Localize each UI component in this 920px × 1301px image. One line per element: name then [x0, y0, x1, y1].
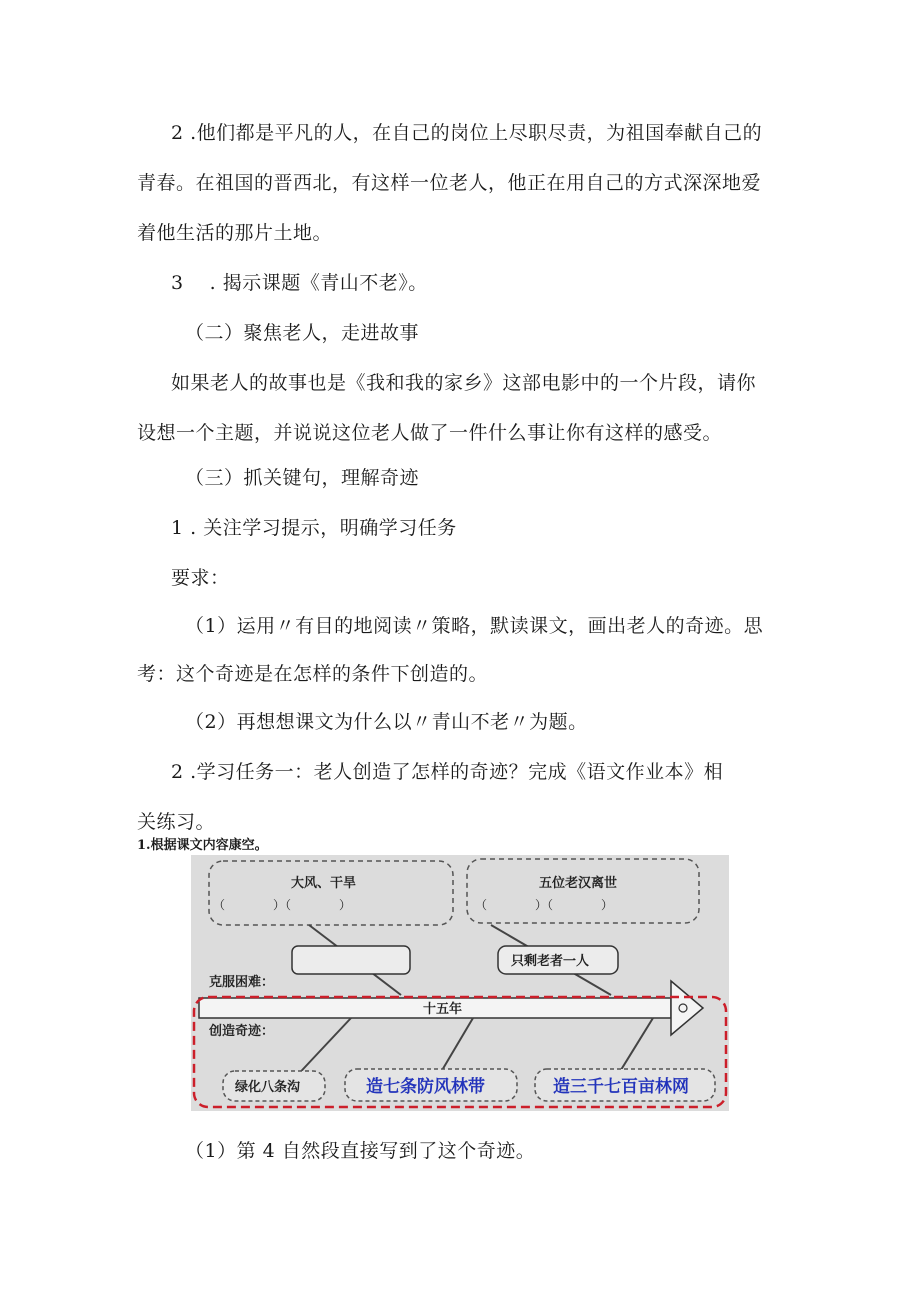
figure-caption: 1.根据课文内容康空。: [137, 838, 268, 853]
condition-box-1-blanks: （ ）（ ）: [213, 898, 352, 912]
paragraph-line: 要求：: [171, 567, 230, 589]
paragraph-line: （2）再想想课文为什么以〃青山不老〃为题。: [185, 711, 588, 733]
condition-box-2: [467, 859, 699, 923]
paragraph-line: 考：这个奇迹是在怎样的条件下创造的。: [137, 663, 489, 685]
result-1: 绿化八条沟: [235, 1080, 301, 1095]
years-label: 十五年: [423, 1002, 463, 1017]
paragraph-line: （1）运用〃有目的地阅读〃策略，默读课文，画出老人的奇迹。思: [185, 615, 764, 637]
paragraph-line: 如果老人的故事也是《我和我的家乡》这部电影中的一个片段，请你: [171, 372, 757, 394]
section-heading: （二）聚焦老人，走进故事: [185, 322, 420, 344]
answer-box: [292, 946, 410, 974]
paragraph-line: 着他生活的那片土地。: [137, 222, 333, 244]
paragraph-line: （1）第 4 自然段直接写到了这个奇迹。: [185, 1140, 536, 1162]
section-heading: （三）抓关键句，理解奇迹: [185, 467, 420, 489]
condition-box-2-blanks: （ ）（ ）: [475, 898, 614, 912]
fishbone-diagram: [191, 855, 729, 1111]
result-3: 造三千七百亩林网: [553, 1077, 689, 1097]
result-2: 造七条防风林带: [366, 1077, 485, 1097]
paragraph-line: 2 .学习任务一：老人创造了怎样的奇迹？完成《语文作业本》相: [171, 761, 724, 783]
fishbone-figure: [191, 855, 729, 1111]
paragraph-line: 青春。在祖国的晋西北，有这样一位老人，他正在用自己的方式深深地爱: [137, 172, 762, 194]
difficulty-label: 克服困难：: [209, 975, 275, 990]
condition-box-1: [209, 861, 453, 925]
paragraph-line: 关练习。: [137, 811, 216, 833]
alone-label: 只剩老者一人: [511, 954, 590, 969]
paragraph-line: 1 . 关注学习提示，明确学习任务: [171, 517, 457, 539]
paragraph-line: 2 .他们都是平凡的人，在自己的岗位上尽职尽责，为祖国奉献自己的: [171, 122, 763, 144]
paragraph-line: 设想一个主题，并说说这位老人做了一件什么事让你有这样的感受。: [137, 422, 723, 444]
condition-box-1-title: 大风、干旱: [291, 876, 357, 891]
condition-box-2-title: 五位老汉离世: [539, 876, 618, 891]
miracle-label: 创造奇迹：: [209, 1024, 275, 1039]
paragraph-line: 3 . 揭示课题《青山不老》。: [171, 272, 428, 294]
